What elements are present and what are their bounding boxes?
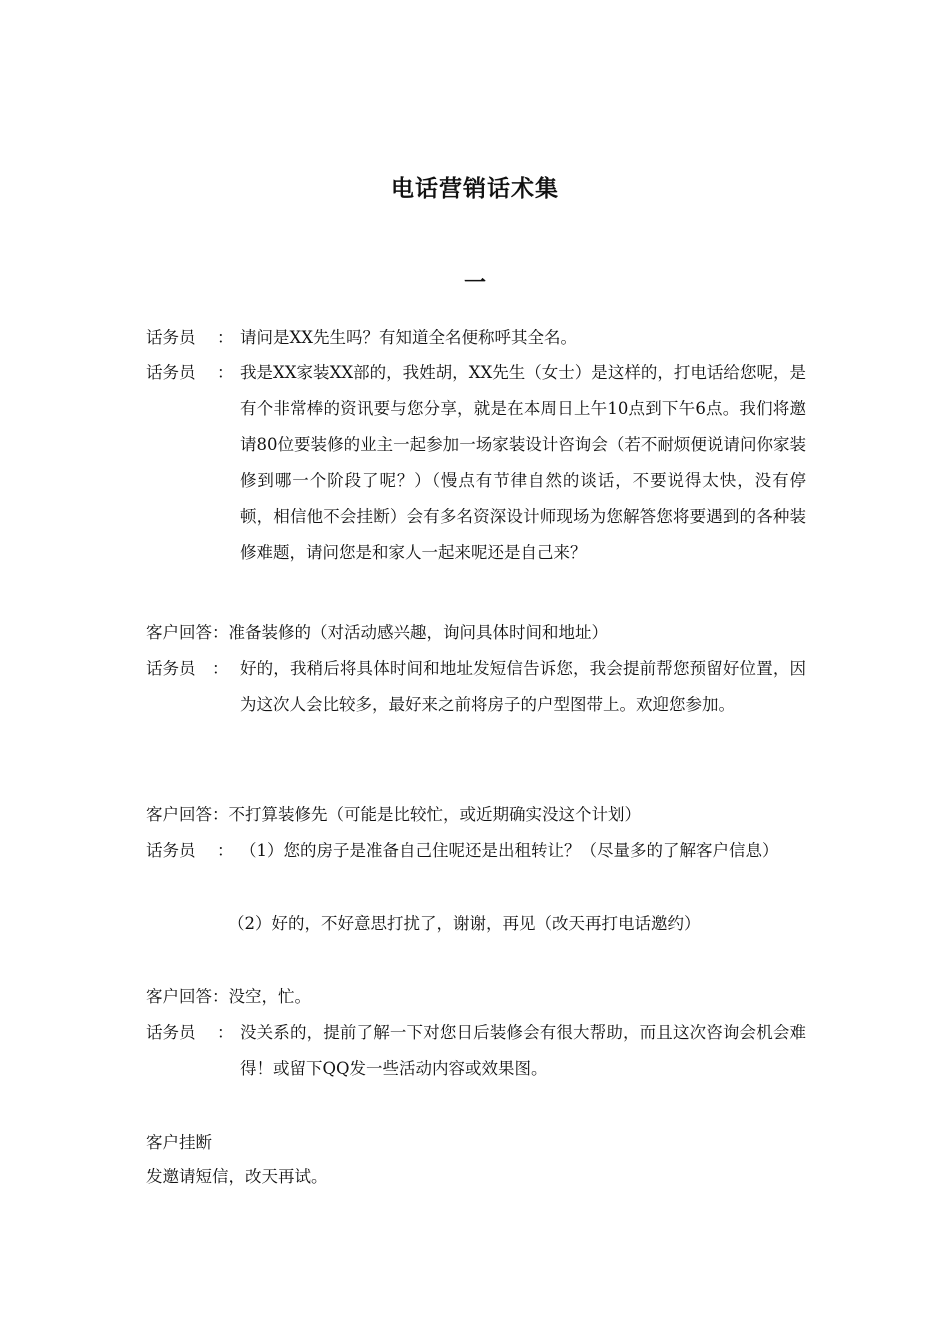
customer-response: 客户挂断 [146, 1133, 212, 1152]
speaker-label: 话务员 [146, 1023, 196, 1042]
speaker-label: 话务员 [146, 659, 196, 678]
dialogue-text: 发邀请短信，改天再试。 [146, 1167, 328, 1186]
customer-response: 客户回答：准备装修的（对活动感兴趣，询问具体时间和地址） [146, 623, 608, 642]
speaker-colon: ： [217, 328, 234, 347]
speaker-label: 话务员 [146, 841, 196, 860]
dialogue-text: 好的，我稍后将具体时间和地址发短信告诉您，我会提前帮您预留好位置，因为这次人会比较多，最好来之前将房子的户型图带上。欢迎您参加。 [240, 659, 806, 714]
dialogue-text: 请问是XX先生吗？有知道全名便称呼其全名。 [240, 328, 577, 347]
customer-response: 客户回答：没空，忙。 [146, 987, 311, 1006]
speaker-colon: ： [217, 1023, 234, 1042]
speaker-colon: ： [217, 363, 234, 382]
customer-response: 客户回答：不打算装修先（可能是比较忙，或近期确实没这个计划） [146, 805, 641, 824]
speaker-colon: ： [217, 841, 234, 860]
dialogue-text: （2）好的，不好意思打扰了，谢谢，再见（改天再打电话邀约） [228, 914, 701, 933]
speaker-label: 话务员 [146, 363, 196, 382]
dialogue-text: （1）您的房子是准备自己住呢还是出租转让？（尽量多的了解客户信息） [240, 841, 779, 860]
speaker-colon: ： [212, 659, 229, 678]
dialogue-text: 没关系的，提前了解一下对您日后装修会有很大帮助，而且这次咨询会机会难得！或留下QQ发一些活动内容或效果图。 [240, 1023, 806, 1078]
dialogue-text: 我是XX家装XX部的，我姓胡，XX先生（女士）是这样的，打电话给您呢，是有个非常棒的资讯要与您分享，就是在本周日上午10点到下午6点。我们将邀请80位要装修的业主一起参加一场家装设计咨询会（若不耐烦便说请问你家装修到哪一个阶段了呢？）（慢点有节律自然的谈话，不要说得太快，没有停顿，相信他不会挂断）会有多名资深设计师现场为您解答您将要遇到的各种装修难题，请问您是和家人一起来呢还是自己来？ [240, 363, 806, 562]
speaker-label: 话务员 [146, 328, 196, 347]
section-number: 一 [463, 271, 486, 296]
document-title: 电话营销话术集 [391, 176, 559, 202]
